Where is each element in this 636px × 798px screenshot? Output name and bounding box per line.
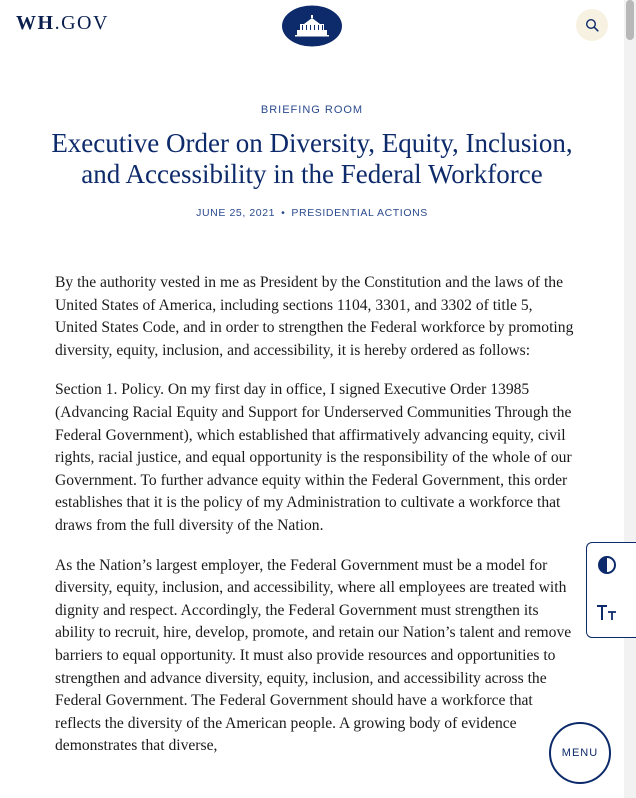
menu-button[interactable]: MENU bbox=[549, 722, 611, 784]
body-paragraph: By the authority vested in me as President by the Constitution and the laws of the United States of America, including sections 1104, 3301, and 3302 of title 5, United States Code, and in order to strengthen the Federal workforce by promoting diversity, equity, inclusion, and accessibility, it is hereby ordered as follows: bbox=[55, 274, 574, 359]
article-meta bbox=[0, 207, 624, 219]
site-header bbox=[0, 0, 636, 52]
text-size-button[interactable] bbox=[587, 593, 627, 633]
page-scrollbar[interactable] bbox=[624, 0, 636, 798]
search-button[interactable] bbox=[576, 9, 608, 41]
briefing-room-link[interactable]: BRIEFING ROOM bbox=[260, 104, 364, 116]
search-icon bbox=[585, 18, 599, 32]
logo-gov: .GOV bbox=[54, 12, 109, 34]
scrollbar-thumb[interactable] bbox=[626, 0, 634, 40]
text-size-icon bbox=[596, 604, 618, 622]
body-paragraph: As the Nation’s largest employer, the Federal Government must be a model for diversity, equity, inclusion, and accessibility, where all employees are treated with dignity and respect. Accordingly, the Federal Government must strengthen its ability to recruit, hire, develop, promote, and retain our Nation’s talent and remove barriers to equal opportunity. It must also provide resources and opportunities to strengthen and advance diversity, equity, inclusion, and accessibility across the Federal Government. The Federal Government should have a workforce that reflects the diversity of the American people. A growing body of evidence demonstrates that diverse, bbox=[55, 556, 572, 755]
logo-wh: WH bbox=[16, 12, 55, 34]
site-logo[interactable] bbox=[16, 12, 109, 35]
body-paragraph: Section 1. Policy. On my first day in office, I signed Executive Order 13985 (Advancing Racial Equity and Support for Underserved Communities Through the Federal Government), which established that affirmatively advancing equity, civil rights, racial justice, and equal opportunity is the responsibility of the whole of our Government. To further advance equity within the Federal Government, this order establishes that it is the policy of my Administration to cultivate a workforce that draws from the full diversity of the Nation. bbox=[55, 381, 572, 534]
article-body bbox=[55, 272, 575, 775]
page-title: Executive Order on Diversity, Equity, Inclusion, and Accessibility in the Federal Workforce bbox=[51, 128, 573, 189]
accessibility-toolbar bbox=[586, 542, 636, 638]
contrast-toggle-button[interactable] bbox=[587, 545, 627, 585]
contrast-icon bbox=[597, 555, 617, 575]
meta-separator: • bbox=[281, 207, 286, 219]
category-link[interactable]: PRESIDENTIAL ACTIONS bbox=[291, 207, 428, 219]
publish-date: JUNE 25, 2021 bbox=[196, 207, 276, 219]
white-house-seal-icon[interactable] bbox=[281, 5, 343, 47]
